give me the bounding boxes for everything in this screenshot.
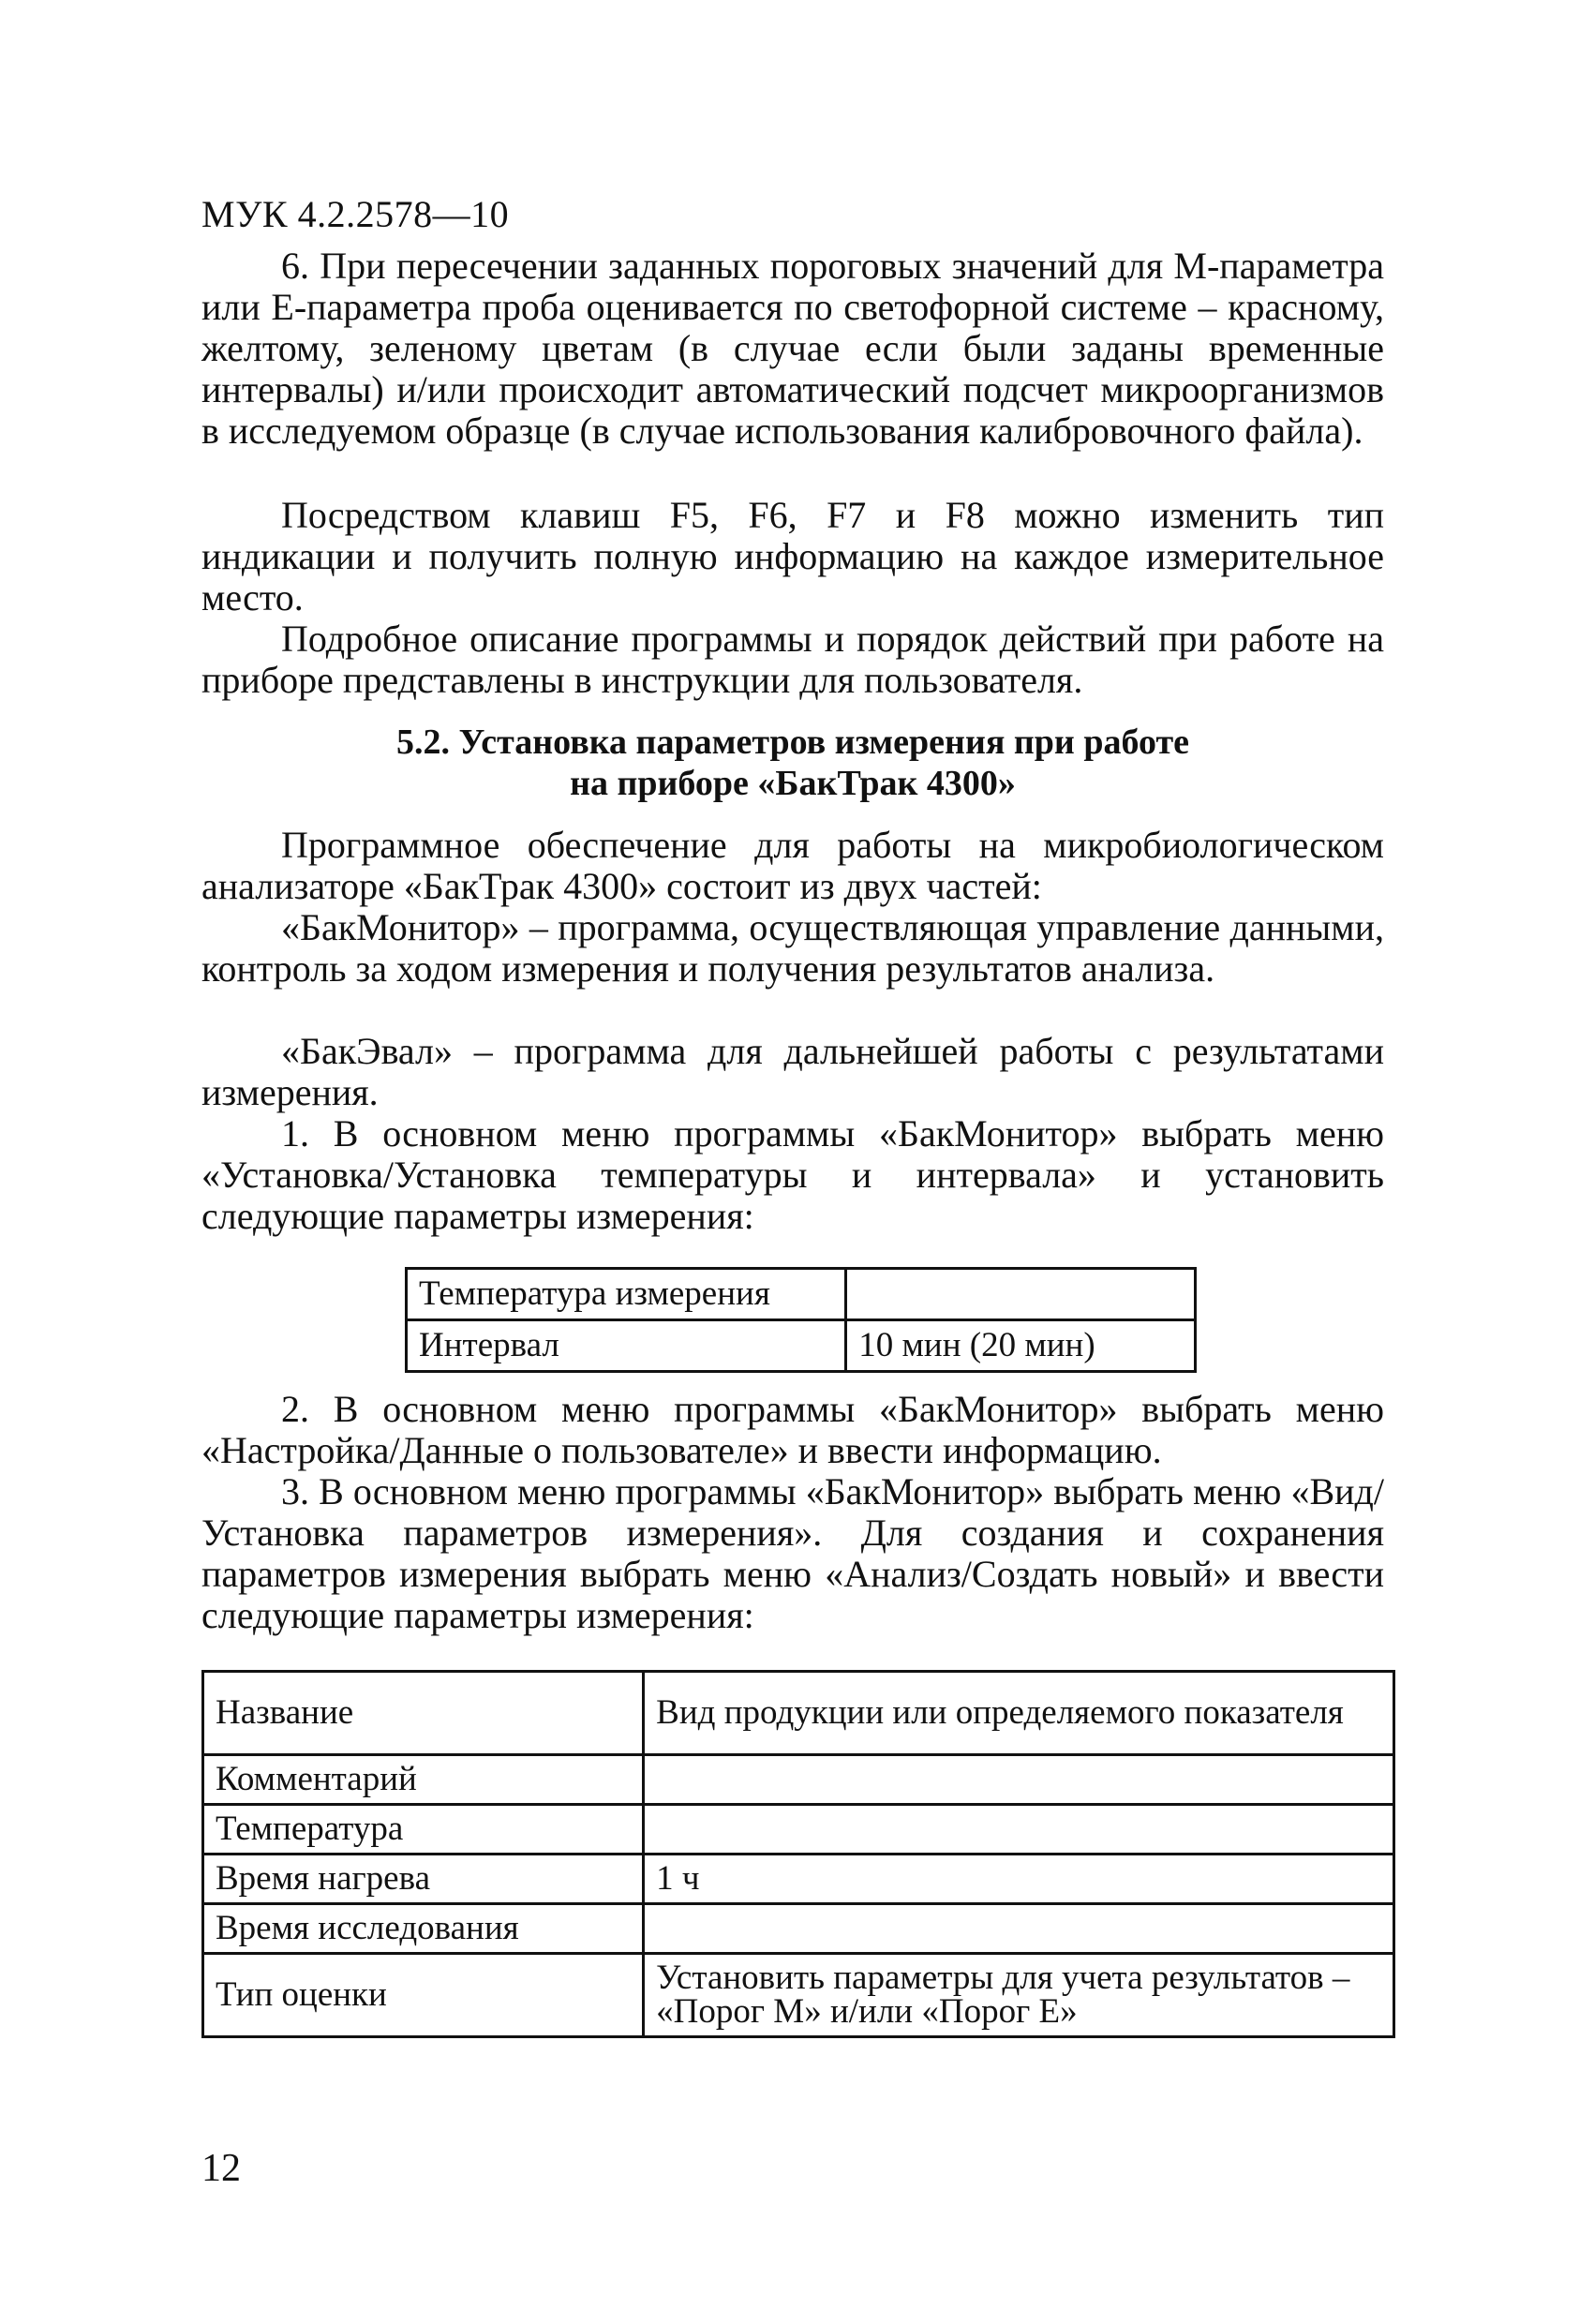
paragraph-step-2: 2. В основном меню программы «БакМонитор» выбрать меню «Настройка/Данные о пользователе» и ввести информацию. (201, 1388, 1384, 1471)
table-row (203, 1755, 1394, 1805)
table-cell-label: Время исследования (203, 1904, 644, 1954)
paragraph-baceval: «БакЭвал» – программа для дальнейшей работы с результатами измерения. (201, 1030, 1384, 1113)
table-row (203, 1954, 1394, 2037)
paragraph-instructions: Подробное описание программы и порядок действий при работе на приборе представлены в инструкции для пользователя. (201, 618, 1384, 701)
table-cell-label: Название (203, 1672, 644, 1755)
table-cell-label: Температура измерения (407, 1269, 846, 1320)
table-cell-value: Установить параметры для учета результатов – «Порог М» и/или «Порог Е» (644, 1954, 1394, 2037)
section-title-line-1: 5.2. Установка параметров измерения при работе (395, 723, 1189, 762)
table-cell-label: Время нагрева (203, 1855, 644, 1904)
table-cell-label: Комментарий (203, 1755, 644, 1805)
table-row (203, 1672, 1394, 1755)
table-measurement-parameters (201, 1670, 1395, 2038)
paragraph-traffic-light: 6. При пересечении заданных пороговых значений для М-параметра или Е-параметра проба оценивается по светофорной системе – красному, желтому, зеленому цветам (в случае если были заданы временные интервалы) и/или происходит автоматический подсчет микроорганизмов в исследуемом образце (в случае использования калибровочного файла). (201, 245, 1384, 452)
page-number: 12 (201, 2147, 241, 2190)
table-cell-label: Температура (203, 1805, 644, 1855)
table-row (407, 1320, 1196, 1372)
paragraph-function-keys: Посредством клавиш F5, F6, F7 и F8 можно изменить тип индикации и получить полную информацию на каждое измерительное место. (201, 494, 1384, 618)
paragraph-bacmonitor: «БакМонитор» – программа, осуществляющая управление данными, контроль за ходом измерения и получения результатов анализа. (201, 906, 1384, 990)
paragraph-software: Программное обеспечение для работы на микробиологическом анализаторе «БакТрак 4300» состоит из двух частей: (201, 824, 1384, 907)
table-cell-label: Интервал (407, 1320, 846, 1372)
table-row (203, 1904, 1394, 1954)
table-row (203, 1855, 1394, 1904)
table-cell-label: Тип оценки (203, 1954, 644, 2037)
paragraph-step-1: 1. В основном меню программы «БакМонитор» выбрать меню «Установка/Установка температуры и интервала» и установить следующие параметры измерения: (201, 1112, 1384, 1237)
table-cell-value (644, 1755, 1394, 1805)
table-cell-value: 10 мин (20 мин) (846, 1320, 1196, 1372)
section-title-line-2: на приборе «БакТрак 4300» (570, 764, 1016, 803)
table-row (203, 1805, 1394, 1855)
paragraph-step-3: 3. В основном меню программы «БакМонитор» выбрать меню «Вид/Установка параметров измерения». Для создания и сохранения параметров измерения выбрать меню «Анализ/Создать новый» и ввести следующие параметры измерения: (201, 1470, 1384, 1636)
table-row (407, 1269, 1196, 1320)
document-header: МУК 4.2.2578—10 (201, 193, 510, 235)
table-temperature-interval (405, 1267, 1197, 1373)
table-cell-value: Вид продукции или определяемого показателя (644, 1672, 1394, 1755)
table-cell-value (846, 1269, 1196, 1320)
table-cell-value (644, 1904, 1394, 1954)
table-cell-value: 1 ч (644, 1855, 1394, 1904)
table-cell-value (644, 1805, 1394, 1855)
